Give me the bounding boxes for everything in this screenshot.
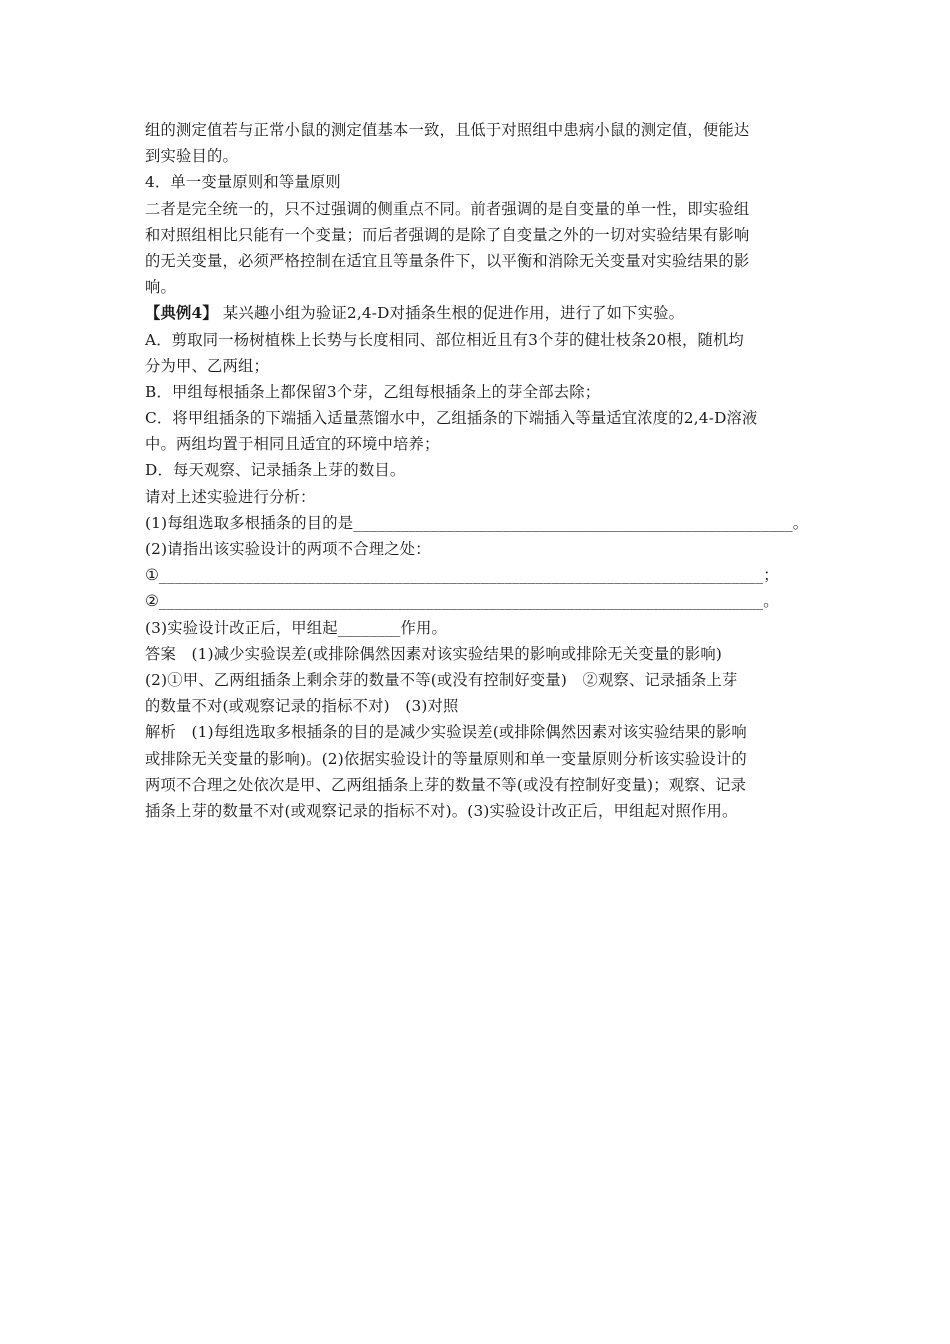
text-line: 二者是完全统一的，只不过强调的侧重点不同。前者强调的是自变量的单一性，即实验组: [145, 199, 750, 218]
answer-line: (2)①甲、乙两组插条上剩余芽的数量不等(或没有控制好变量) ②观察、记录插条上芽: [145, 670, 738, 689]
step-c: C．将甲组插条的下端插入适量蒸馏水中，乙组插条的下端插入等量适宜浓度的2,4-D溶液: [145, 409, 758, 428]
example-label: 【典例4】: [145, 304, 218, 323]
document-body: [145, 117, 810, 824]
question-2: (2)请指出该实验设计的两项不合理之处：: [145, 540, 431, 558]
text-line: 响。: [145, 278, 176, 297]
step-d: D．每天观察、记录插条上芽的数目。: [145, 461, 406, 480]
question-3: (3)实验设计改正后，甲组起________作用。: [145, 618, 448, 637]
question-1: (1)每组选取多根插条的目的是________________________________________________________。: [145, 513, 809, 532]
example-heading: [145, 300, 810, 326]
text-line: 分为甲、乙两组；: [145, 356, 269, 375]
step-b: B．甲组每根插条上都保留3个芽，乙组每根插条上的芽全部去除；: [145, 382, 601, 401]
question-2-blank-1: ①_____________________________________________________________________________；: [145, 566, 779, 585]
answer-line: 答案 (1)减少实验误差(或排除偶然因素对该实验结果的影响或排除无关变量的影响): [145, 644, 722, 663]
analysis-line: 两项不合理之处依次是甲、乙两组插条上芽的数量不等(或没有控制好变量)；观察、记录: [145, 775, 747, 794]
analysis-line: 插条上芽的数量不对(或观察记录的指标不对)。(3)实验设计改正后，甲组起对照作用。: [145, 801, 738, 820]
text-line: 到实验目的。: [145, 147, 238, 166]
analysis-line: 或排除无关变量的影响)。(2)依据实验设计的等量原则和单一变量原则分析该实验设计的: [145, 749, 747, 768]
question-prompt: 请对上述实验进行分析：: [145, 487, 316, 506]
section-heading: 4．单一变量原则和等量原则: [145, 173, 341, 192]
analysis-line: 解析 (1)每组选取多根插条的目的是减少实验误差(或排除偶然因素对该实验结果的影响: [145, 723, 747, 742]
text-line: 中。两组均置于相同且适宜的环境中培养；: [145, 435, 440, 454]
text-line: 组的测定值若与正常小鼠的测定值基本一致，且低于对照组中患病小鼠的测定值，便能达: [145, 121, 750, 139]
answer-line: 的数量不对(或观察记录的指标不对) (3)对照: [145, 697, 459, 716]
example-intro: 某兴趣小组为验证2,4-D对插条生根的促进作用，进行了如下实验。: [217, 304, 685, 323]
text-line: 和对照组相比只能有一个变量；而后者强调的是除了自变量之外的一切对实验结果有影响: [145, 225, 750, 244]
text-line: 的无关变量，必须严格控制在适宜且等量条件下，以平衡和消除无关变量对实验结果的影: [145, 251, 750, 270]
step-a: A．剪取同一杨树植株上长势与长度相同、部位相近且有3个芽的健壮枝条20根，随机均: [145, 330, 744, 349]
question-2-blank-2: ②_____________________________________________________________________________。: [145, 592, 779, 611]
